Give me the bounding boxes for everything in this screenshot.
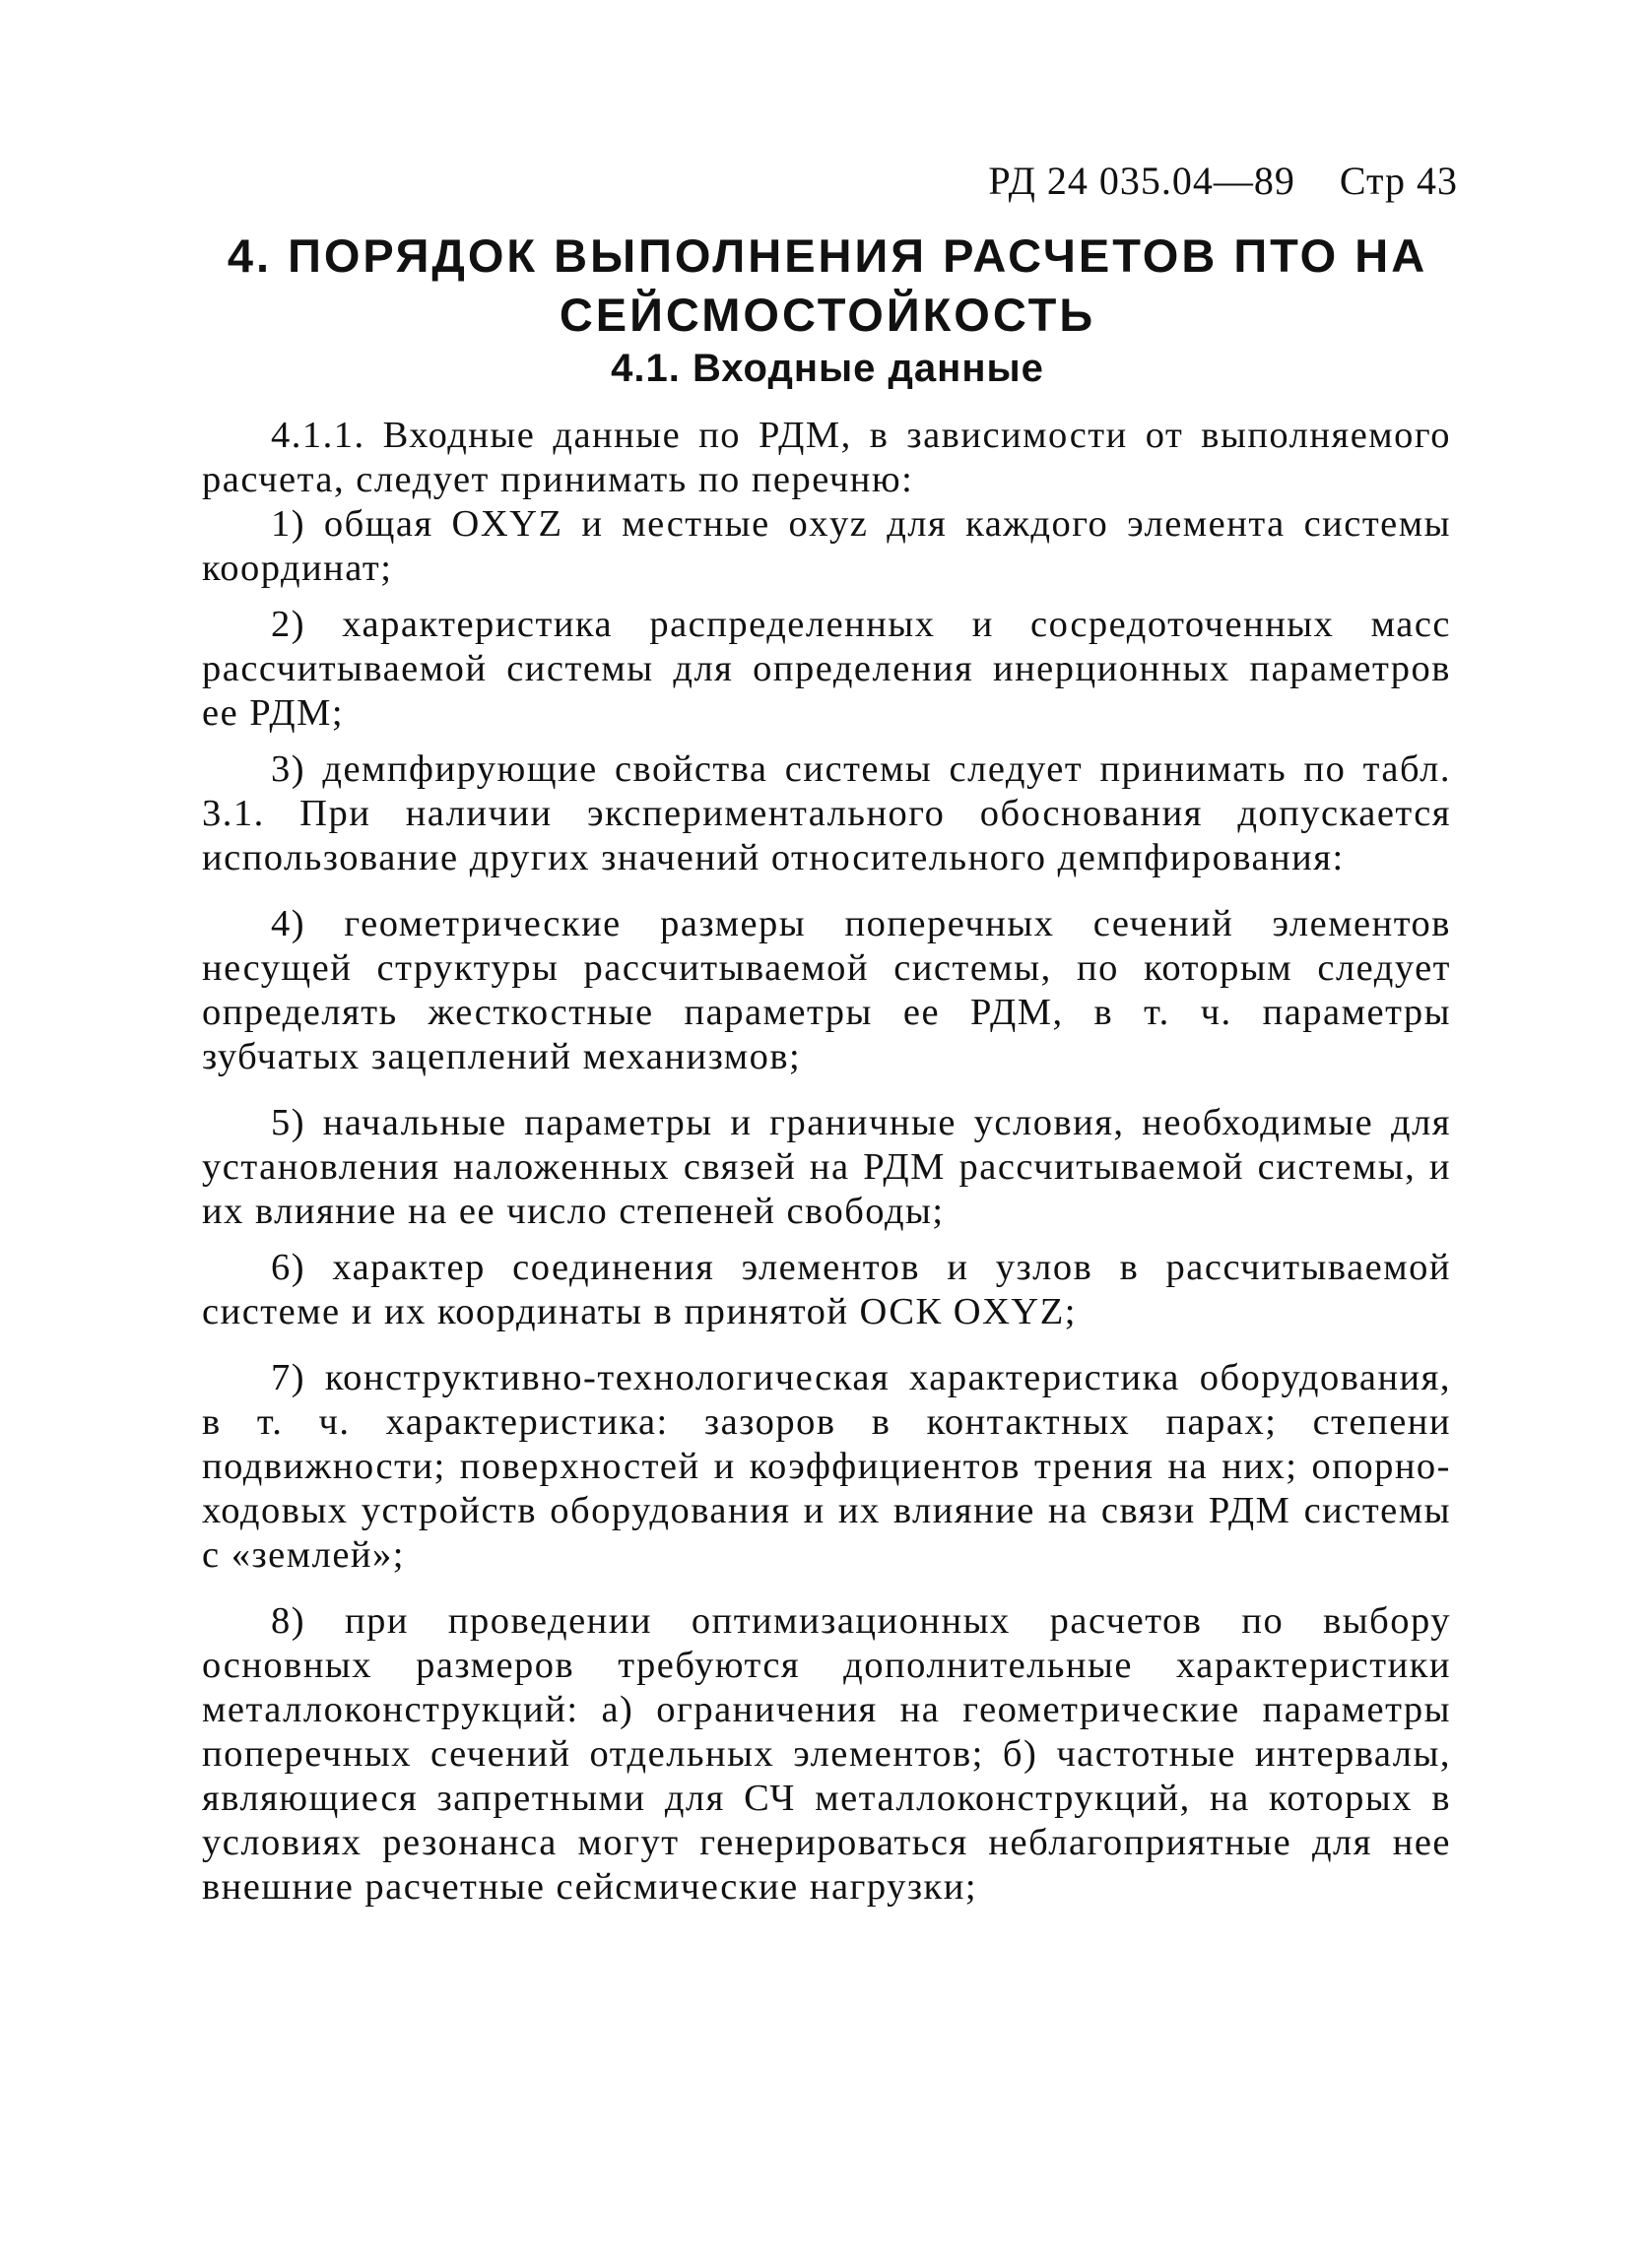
list-item-3: 3) демпфирующие свойства системы следует принимать по табл. 3.1. При наличии экспериментального обоснования допускается использование других значений относительного демпфирования:	[202, 748, 1451, 878]
list-item-2: 2) характеристика распределенных и сосредоточенных масс рассчитываемой системы для определения инерционных параметров ее РДМ;	[202, 604, 1451, 734]
document-code: РД 24 035.04—89	[988, 159, 1295, 203]
section-title: 4. ПОРЯДОК ВЫПОЛНЕНИЯ РАСЧЕТОВ ПТО НА СЕЙСМОСТОЙКОСТЬ	[227, 229, 1428, 341]
body-text	[202, 414, 1451, 1910]
subsection-title: 4.1. Входные данные	[611, 347, 1044, 390]
list-item-7: 7) конструктивно-технологическая характеристика оборудования, в т. ч. характеристика: зазоров в контактных парах; степени подвижности; поверхностей и коэффициентов трения на них; опорно-ходовых устройств оборудования и их влияние на связи РДМ системы с «землей»;	[202, 1357, 1451, 1576]
list-item-4: 4) геометрические размеры поперечных сечений элементов несущей структуры рассчитываемой системы, по которым следует определять жесткостные параметры ее РДМ, в т. ч. параметры зубчатых зацеплений механизмов;	[202, 903, 1451, 1077]
list-item-1: 1) общая OXYZ и местные oxyz для каждого элемента системы координат;	[202, 503, 1451, 589]
paragraph-4-1-1: 4.1.1. Входные данные по РДМ, в зависимости от выполняемого расчета, следует принимать по перечню:	[202, 415, 1451, 500]
list-item-5: 5) начальные параметры и граничные условия, необходимые для установления наложенных связей на РДМ рассчитываемой системы, и их влияние на ее число степеней свободы;	[202, 1102, 1451, 1232]
page-number: Стр 43	[1339, 159, 1458, 203]
list-item-8: 8) при проведении оптимизационных расчетов по выбору основных размеров требуются дополнительные характеристики металлоконструкций: а) ограничения на геометрические параметры поперечных сечений отдельных элементов; б) частотные интервалы, являющиеся запретными для СЧ металлоконструкций, на которых в условиях резонанса могут генерироваться неблагоприятные для нее внешние расчетные сейсмические нагрузки;	[202, 1600, 1451, 1908]
running-header	[887, 158, 1458, 204]
list-item-6: 6) характер соединения элементов и узлов в рассчитываемой системе и их координаты в принятой ОСК OXYZ;	[202, 1247, 1451, 1332]
